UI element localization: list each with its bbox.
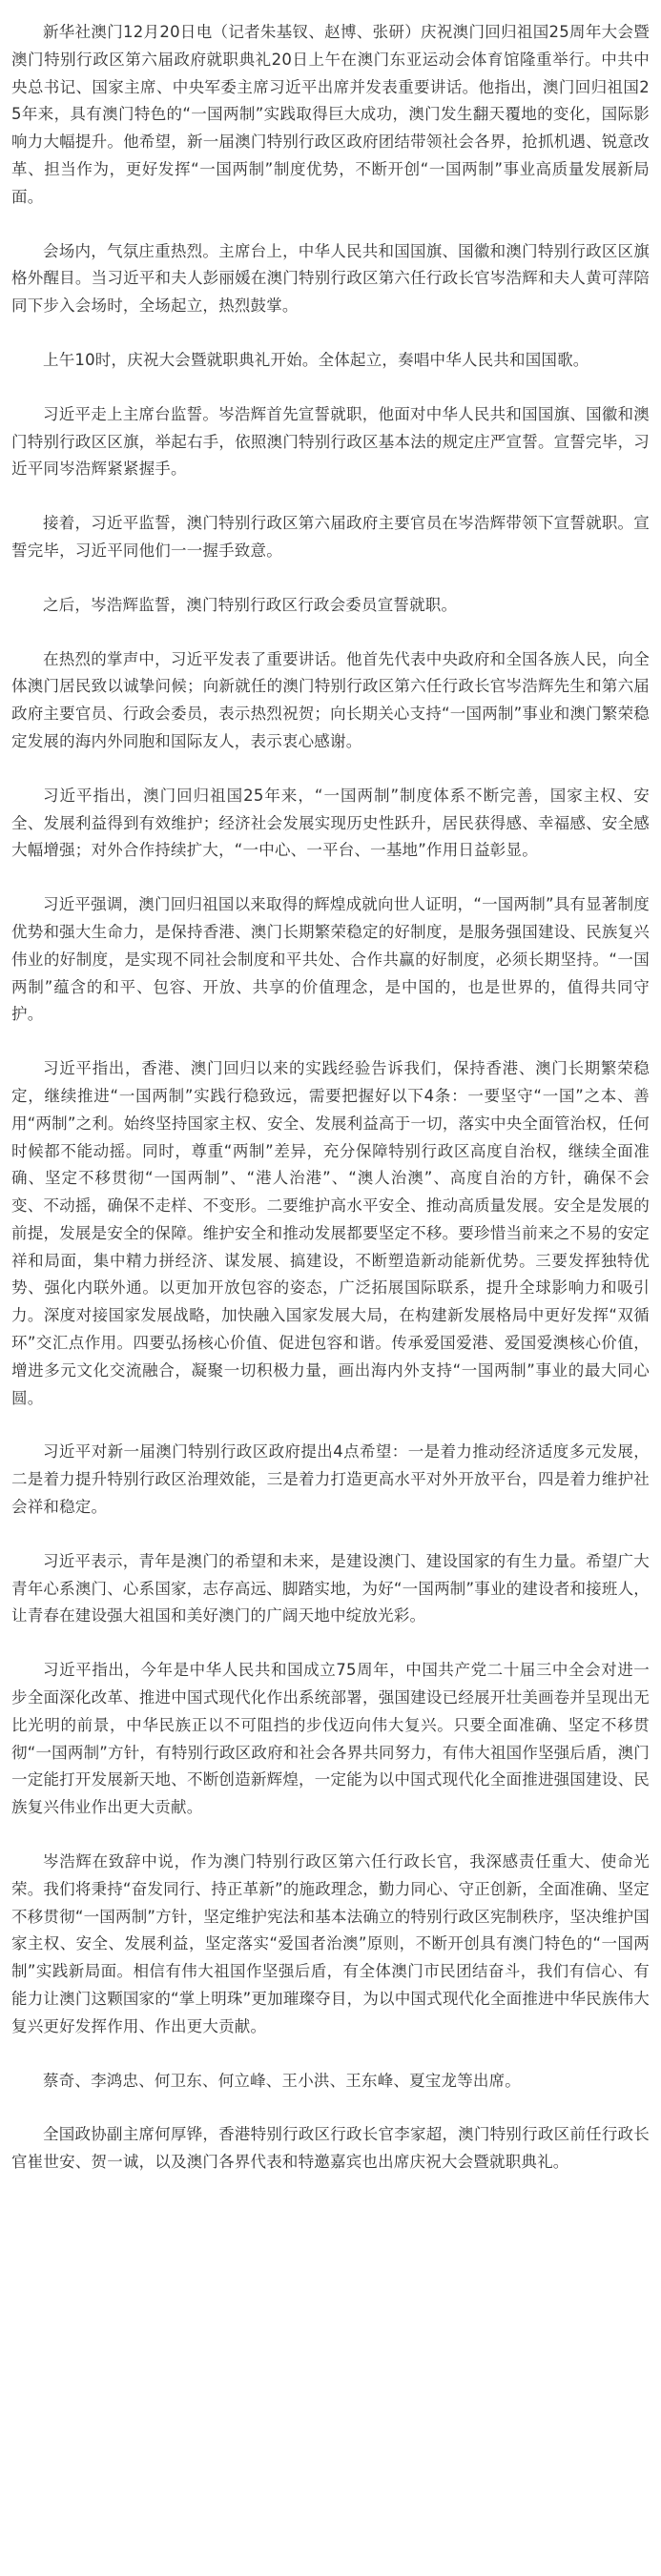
article-paragraph: 接着，习近平监誓，澳门特别行政区第六届政府主要官员在岑浩辉带领下宣誓就职。宣誓完毕，习近平同他们一一握手致意。 xyxy=(11,514,650,560)
article-paragraph: 习近平指出，香港、澳门回归以来的实践经验告诉我们，保持香港、澳门长期繁荣稳定，继续推进“一国两制”实践行稳致远，需要把握好以下4条：一要坚守“一国”之本、善用“两制”之利。始终坚持国家主权、安全、发展利益高于一切，落实中央全面管治权，任何时候都不能动摇。同时，尊重“两制”差异，充分保障特别行政区高度自治权，继续全面准确、坚定不移贯彻“一国两制”、“港人治港”、“澳人治澳”、高度自治的方针，确保不会变、不动摇，确保不走样、不变形。二要维护高水平安全、推动高质量发展。安全是发展的前提，发展是安全的保障。维护安全和推动发展都要坚定不移。要珍惜当前来之不易的安定祥和局面，集中精力拼经济、谋发展、搞建设，不断塑造新动能新优势。三要发挥独特优势、强化内联外通。以更加开放包容的姿态，广泛拓展国际联系，提升全球影响力和吸引力。深度对接国家发展战略，加快融入国家发展大局，在构建新发展格局中更好发挥“双循环”交汇点作用。四要弘扬核心价值、促进包容和谐。传承爱国爱港、爱国爱澳核心价值，增进多元文化交流融合，凝聚一切积极力量，画出海内外支持“一国两制”事业的最大同心圆。 xyxy=(11,1059,650,1407)
article-paragraph: 习近平指出，澳门回归祖国25年来，“一国两制”制度体系不断完善，国家主权、安全、发展利益得到有效维护；经济社会发展实现历史性跃升，居民获得感、幸福感、安全感大幅增强；对外合作持续扩大，“一中心、一平台、一基地”作用日益彰显。 xyxy=(11,786,650,860)
article-paragraph: 习近平指出，今年是中华人民共和国成立75周年，中国共产党二十届三中全会对进一步全面深化改革、推进中国式现代化作出系统部署，强国建设已经展开壮美画卷并呈现出无比光明的前景，中华民族正以不可阻挡的步伐迈向伟大复兴。只要全面准确、坚定不移贯彻“一国两制”方针，有特别行政区政府和社会各界共同努力，有伟大祖国作坚强后盾，澳门一定能打开发展新天地、不断创造新辉煌，一定能为以中国式现代化全面推进强国建设、民族复兴伟业作出更大贡献。 xyxy=(11,1661,650,1817)
article-paragraph: 会场内，气氛庄重热烈。主席台上，中华人民共和国国旗、国徽和澳门特别行政区区旗格外醒目。当习近平和夫人彭丽媛在澳门特别行政区第六任行政长官岑浩辉和夫人黄可萍陪同下步入会场时，全场起立，热烈鼓掌。 xyxy=(11,241,650,316)
article-paragraph: 习近平走上主席台监誓。岑浩辉首先宣誓就职，他面对中华人民共和国国旗、国徽和澳门特别行政区区旗，举起右手，依照澳门特别行政区基本法的规定庄严宣誓。宣誓完毕，习近平同岑浩辉紧紧握手。 xyxy=(11,404,650,479)
article-paragraph: 新华社澳门12月20日电（记者朱基钗、赵博、张研）庆祝澳门回归祖国25周年大会暨澳门特别行政区第六届政府就职典礼20日上午在澳门东亚运动会体育馆隆重举行。中共中央总书记、国家主席、中央军委主席习近平出席并发表重要讲话。他指出，澳门回归祖国25年来，具有澳门特色的“一国两制”实践取得巨大成功，澳门发生翻天覆地的变化，国际影响力大幅提升。他希望，新一届澳门特别行政区政府团结带领社会各界，抢抓机遇、锐意改革、担当作为，更好发挥“一国两制”制度优势，不断开创“一国两制”事业高质量发展新局面。 xyxy=(11,23,650,206)
article-paragraph: 之后，岑浩辉监誓，澳门特别行政区行政会委员宣誓就职。 xyxy=(43,595,458,614)
article-paragraph: 在热烈的掌声中，习近平发表了重要讲话。他首先代表中央政府和全国各族人民，向全体澳门居民致以诚挚问候；向新就任的澳门特别行政区第六任行政长官岑浩辉先生和第六届政府主要官员、行政会委员，表示热烈祝贺；向长期关心支持“一国两制”事业和澳门繁荣稳定发展的海内外同胞和国际友人，表示衷心感谢。 xyxy=(11,649,650,750)
article-paragraph: 上午10时，庆祝大会暨就职典礼开始。全体起立，奏唱中华人民共和国国歌。 xyxy=(43,350,589,369)
article-paragraph: 蔡奇、李鸿忠、何卫东、何立峰、王小洪、王东峰、夏宝龙等出席。 xyxy=(43,2071,521,2090)
article-paragraph: 岑浩辉在致辞中说，作为澳门特别行政区第六任行政长官，我深感责任重大、使命光荣。我们将秉持“奋发同行、持正革新”的施政理念，勤力同心、守正创新，全面准确、坚定不移贯彻“一国两制”方针，坚定维护宪法和基本法确立的特别行政区宪制秩序，坚决维护国家主权、安全、发展利益，坚定落实“爱国者治澳”原则，不断开创具有澳门特色的“一国两制”实践新局面。相信有伟大祖国作坚强后盾，有全体澳门市民团结奋斗，我们有信心、有能力让澳门这颗国家的“掌上明珠”更加璀璨夺目，为以中国式现代化全面推进中华民族伟大复兴更好发挥作用、作出更大贡献。 xyxy=(11,1852,650,2035)
article-paragraph: 全国政协副主席何厚铧，香港特别行政区行政长官李家超，澳门特别行政区前任行政长官崔世安、贺一诚，以及澳门各界代表和特邀嘉宾也出席庆祝大会暨就职典礼。 xyxy=(11,2125,650,2172)
article-paragraph: 习近平对新一届澳门特别行政区政府提出4点希望：一是着力推动经济适度多元发展，二是着力提升特别行政区治理效能，三是着力打造更高水平对外开放平台，四是着力维护社会祥和稳定。 xyxy=(11,1442,650,1517)
article-paragraph: 习近平强调，澳门回归祖国以来取得的辉煌成就向世人证明，“一国两制”具有显著制度优势和强大生命力，是保持香港、澳门长期繁荣稳定的好制度，是服务强国建设、民族复兴伟业的好制度，是实现不同社会制度和平共处、合作共赢的好制度，必须长期坚持。“一国两制”蕴含的和平、包容、开放、共享的价值理念，是中国的，也是世界的，值得共同守护。 xyxy=(11,895,650,1024)
article-paragraph: 习近平表示，青年是澳门的希望和未来，是建设澳门、建设国家的有生力量。希望广大青年心系澳门、心系国家，志存高远、脚踏实地，为好“一国两制”事业的建设者和接班人，让青春在建设强大祖国和美好澳门的广阔天地中绽放光彩。 xyxy=(11,1551,650,1625)
